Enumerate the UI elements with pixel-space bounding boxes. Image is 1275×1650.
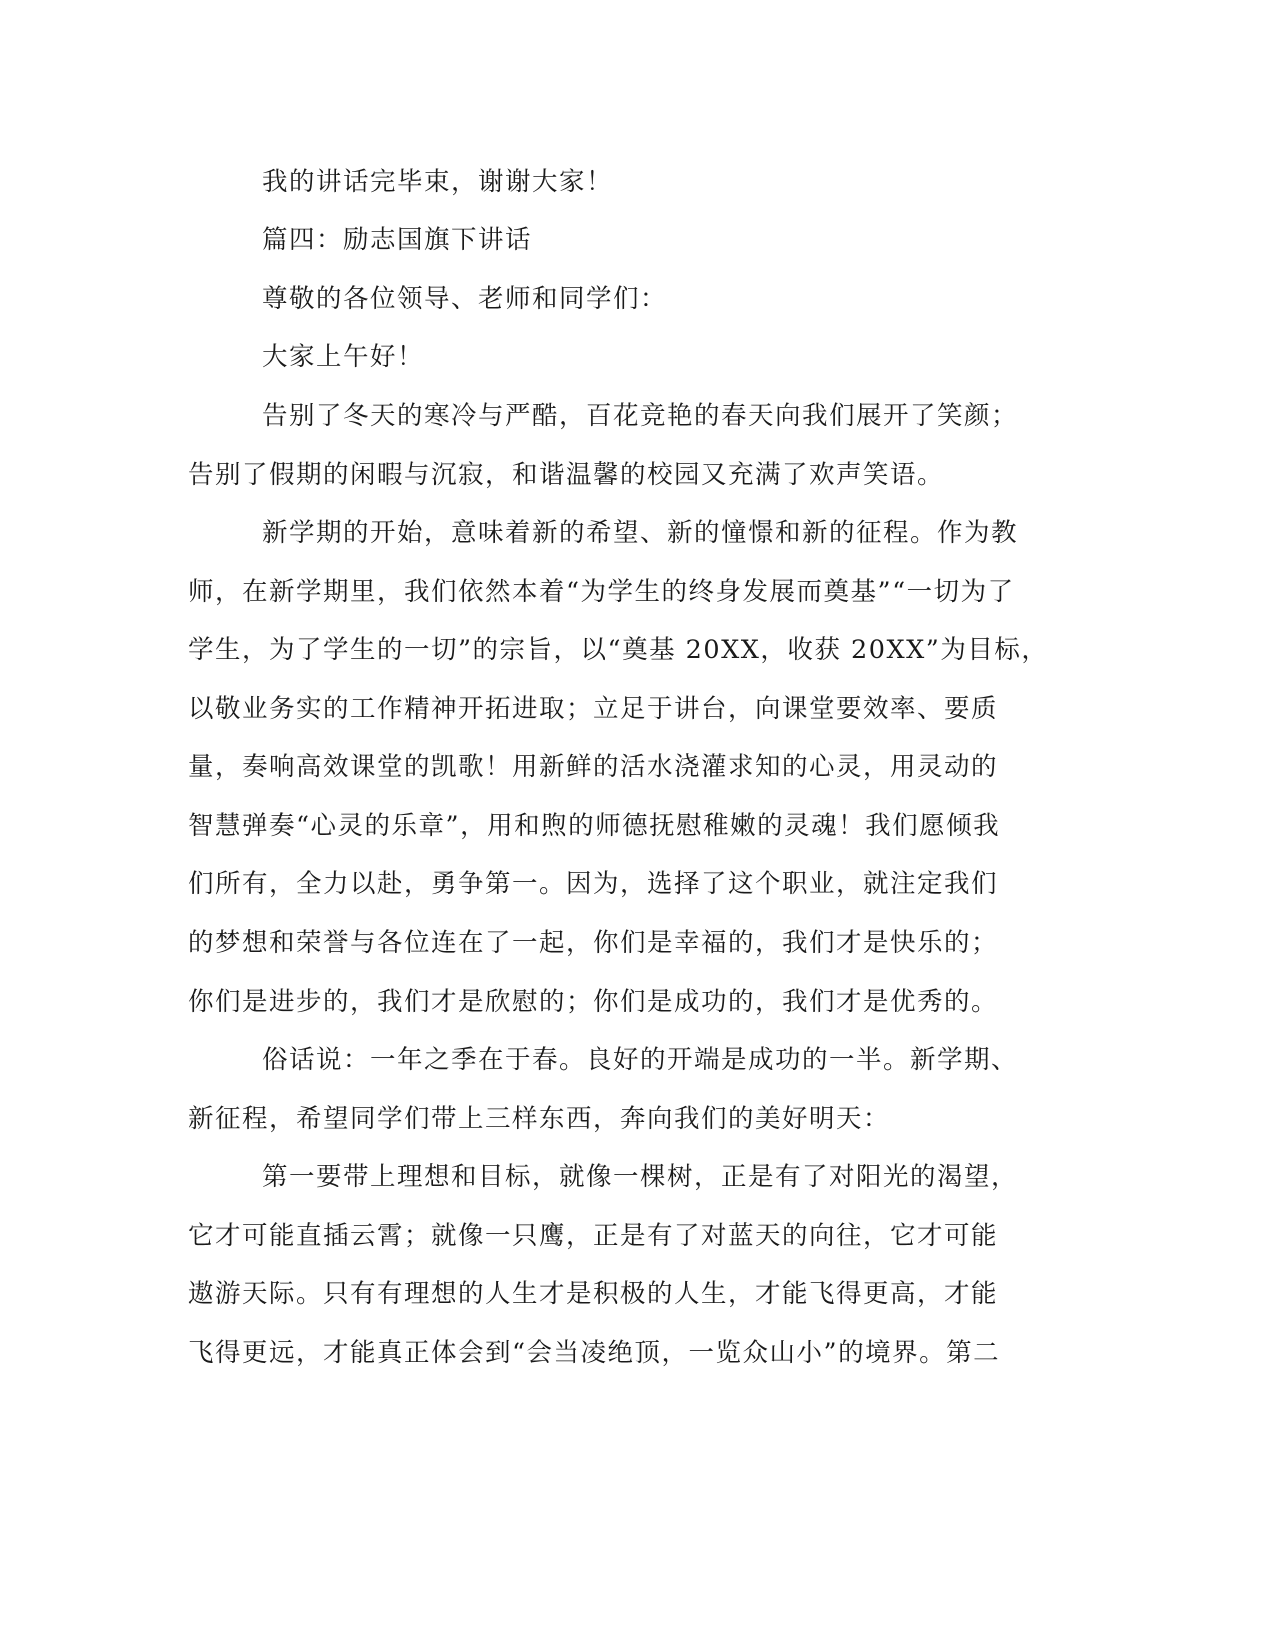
paragraph-line: 你们是进步的，我们才是欣慰的；你们是成功的，我们才是优秀的。 <box>188 987 999 1017</box>
paragraph-line: 的梦想和荣誉与各位连在了一起，你们是幸福的，我们才是快乐的； <box>188 928 999 958</box>
paragraph-line: 们所有，全力以赴，勇争第一。因为，选择了这个职业，就注定我们 <box>188 869 999 899</box>
section-heading: 篇四：励志国旗下讲话 <box>262 225 533 255</box>
paragraph-line: 学生，为了学生的一切”的宗旨，以“奠基 20XX，收获 20XX”为目标， <box>188 635 1049 665</box>
paragraph-line: 新学期的开始，意味着新的希望、新的憧憬和新的征程。作为教 <box>262 518 1019 548</box>
paragraph-line: 量，奏响高效课堂的凯歌！用新鲜的活水浇灌求知的心灵，用灵动的 <box>188 752 999 782</box>
paragraph-line: 告别了冬天的寒冷与严酷，百花竞艳的春天向我们展开了笑颜； <box>262 401 1019 431</box>
paragraph-line: 新征程，希望同学们带上三样东西，奔向我们的美好明天： <box>188 1104 891 1134</box>
paragraph-line: 以敬业务实的工作精神开拓进取；立足于讲台，向课堂要效率、要质 <box>188 694 999 724</box>
paragraph-line: 飞得更远，才能真正体会到“会当凌绝顶，一览众山小”的境界。第二 <box>188 1338 1001 1368</box>
closing-line: 我的讲话完毕束，谢谢大家！ <box>262 167 614 197</box>
salutation-line: 尊敬的各位领导、老师和同学们： <box>262 284 668 314</box>
paragraph-line: 它才可能直插云霄；就像一只鹰，正是有了对蓝天的向往，它才可能 <box>188 1221 999 1251</box>
greeting-line: 大家上午好！ <box>262 342 425 372</box>
paragraph-line: 师，在新学期里，我们依然本着“为学生的终身发展而奠基”“一切为了 <box>188 577 1015 607</box>
paragraph-line: 遨游天际。只有有理想的人生才是积极的人生，才能飞得更高，才能 <box>188 1279 999 1309</box>
paragraph-line: 告别了假期的闲暇与沉寂，和谐温馨的校园又充满了欢声笑语。 <box>188 460 945 490</box>
paragraph-line: 俗话说：一年之季在于春。良好的开端是成功的一半。新学期、 <box>262 1045 1019 1075</box>
paragraph-line: 第一要带上理想和目标，就像一棵树，正是有了对阳光的渴望， <box>262 1162 1019 1192</box>
paragraph-line: 智慧弹奏“心灵的乐章”，用和煦的师德抚慰稚嫩的灵魂！我们愿倾我 <box>188 811 1001 841</box>
